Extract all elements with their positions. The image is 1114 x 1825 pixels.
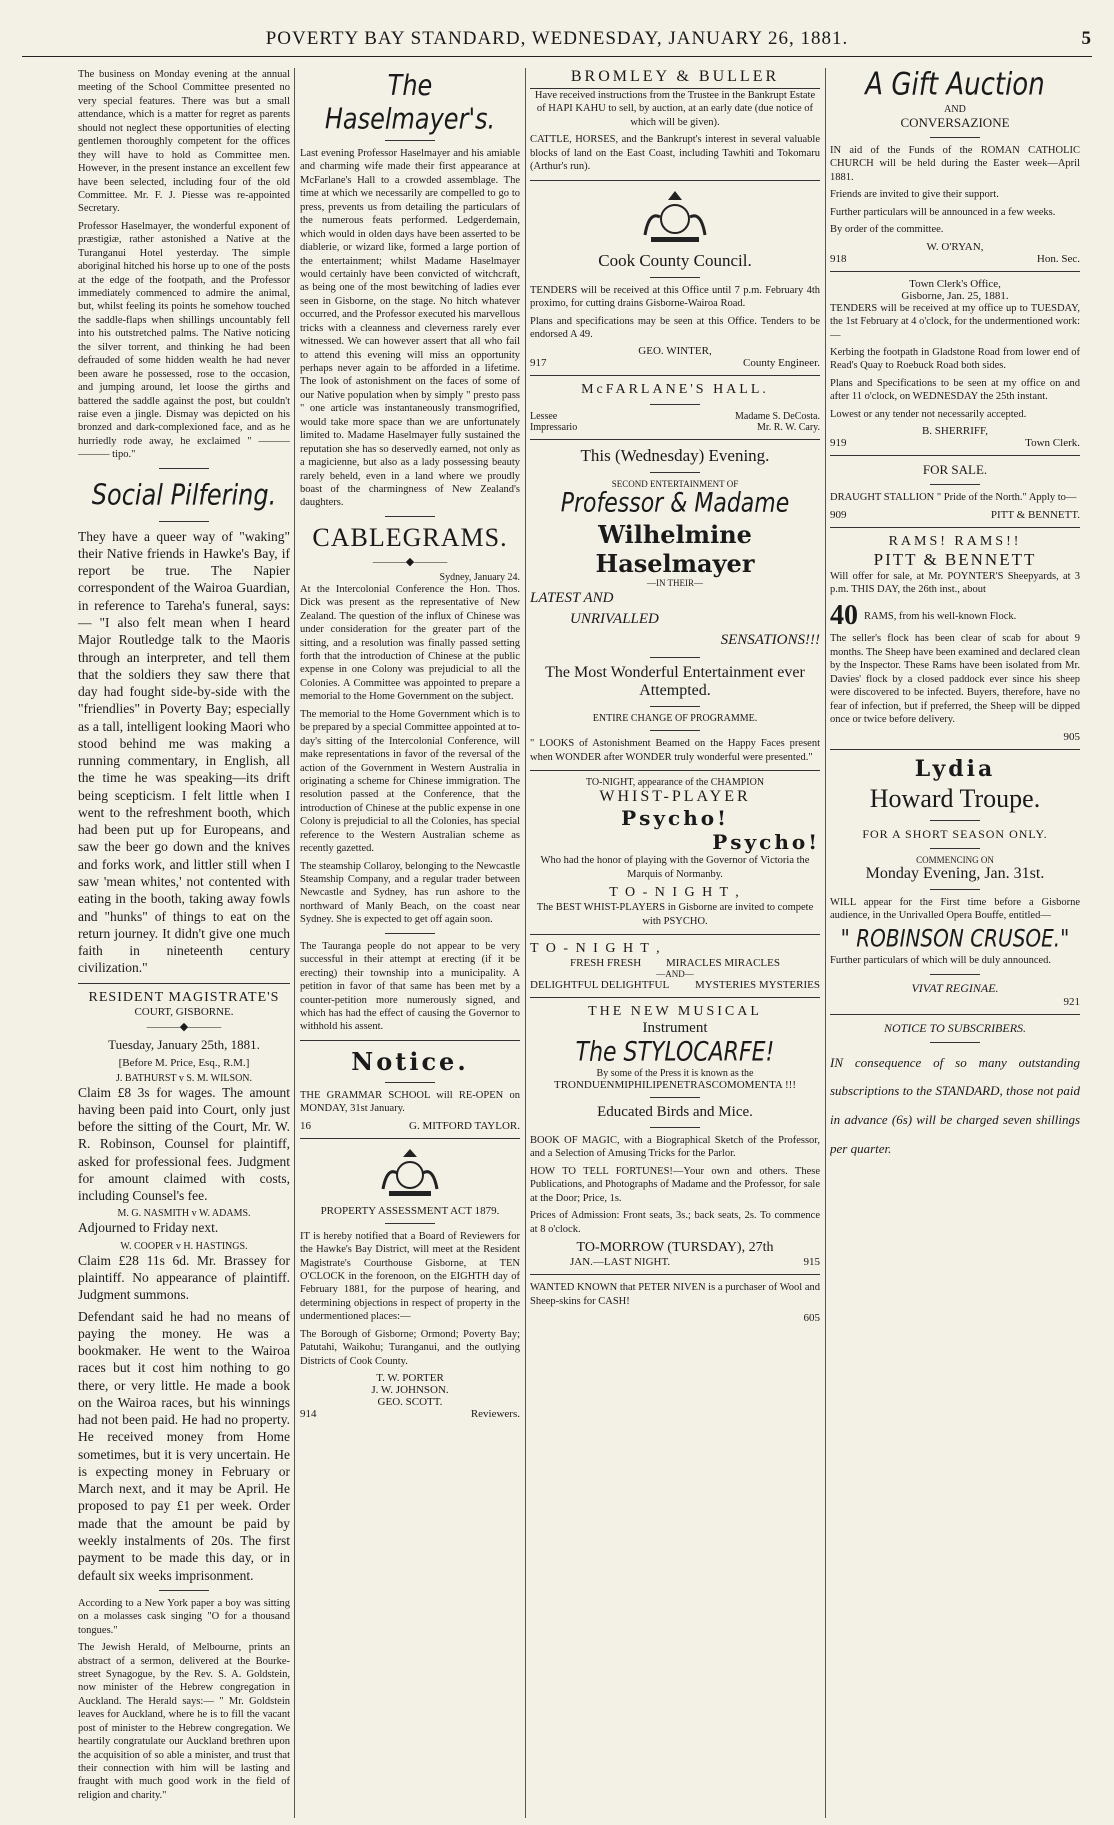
best-whist-players: The BEST WHIST-PLAYERS in Gisborne are invited to compete with PSYCHO.: [536, 902, 814, 927]
divider: [830, 749, 1080, 750]
divider: [159, 521, 209, 522]
howard-troupe: Howard Troupe.: [869, 783, 1041, 813]
gift-text: IN aid of the Funds of the ROMAN CATHOLIC CHURCH will be held during the Easter week—April 1881.: [830, 145, 1080, 183]
heading-social-pilfering: Social Pilfering.: [91, 477, 277, 512]
divider: [385, 933, 435, 934]
lessee-row: [530, 411, 820, 422]
forty-number: 40: [830, 600, 858, 632]
divider: [530, 934, 820, 935]
divider: [530, 1274, 820, 1275]
divider: [930, 820, 980, 821]
ornament-icon: ———◆———: [146, 1020, 222, 1033]
professor-madame: Professor & Madame: [560, 488, 790, 519]
commencing-on: COMMENCING ON: [916, 854, 994, 865]
divider: [385, 1223, 435, 1224]
draught-row: [830, 509, 1080, 521]
divider: [650, 277, 700, 278]
gift-signature: W. O'RYAN,: [926, 240, 984, 253]
dateline: Sydney, January 24.: [439, 571, 520, 583]
tonight-line: T O - N I G H T ,: [609, 885, 741, 901]
article-social-pilfering: They have a queer way of "waking" their Native friends in Hawke's Bay, if report be true. The Napier correspondent of the Wairoa Guardian, in reference to Tareha's funeral, says:— "I also felt mean when I heard Major Routledge talk to the Maoris through an interpreter, and tell them that the soldiers they saw there that day had fought side-by-side with the "friendlies" in Poverty Bay; especially as a tall, intelligent looking Maori who stood behind me was making a running commentary, in English, all the time he was speaking—its drift being scepticism. I felt little when I went to the refreshment booth, which had been put up for Europeans, and saw the beer go down and the knives and forks work, and littler still when I saw 'mean whites,' not contented with eating in the booth, taking away fowls and "hunks" of things to eat on the return journey. It didn't give one much faith in nineteenth century civilization.": [78, 528, 290, 976]
tonight-line: T O - N I G H T ,: [530, 941, 662, 956]
divider: [385, 516, 435, 517]
divider: [930, 1042, 980, 1043]
council-number: 917: [530, 357, 547, 370]
column-rule: [294, 68, 295, 1818]
wilhelmine-haselmayer: Wilhelmine Haselmayer: [595, 520, 755, 579]
will-appear: WILL appear for the First time before a Gisborne audience, in the Unrivalled Opera Bouffe, entitled—: [830, 896, 1080, 921]
town-signature: B. SHERRIFF,: [921, 425, 989, 438]
miracles-label: MIRACLES MIRACLES: [666, 957, 780, 969]
for-sale: FOR SALE.: [922, 462, 988, 478]
divider: [300, 1138, 520, 1139]
council-signature: GEO. WINTER,: [638, 345, 712, 358]
divider: [159, 468, 209, 469]
last-night-row: [530, 1256, 820, 1268]
new-musical: THE NEW MUSICAL: [588, 1004, 762, 1019]
divider: [78, 983, 290, 984]
lydia-heading: Lydia: [914, 755, 996, 782]
article-haselmayer-native: Professor Haselmayer, the wonderful exponent of præstigiæ, rather astonished a Native at the Turanganui Hotel yesterday. The simple aboriginal hitched his horse up to one of the posts at the edge of the footpath, and the Professor immediately commenced to admire the animal, but, whilst feeling its points he somehow touched the saddle-flaps when shillings uncountably fell into his outstretched palms. The Native noticing the silver torrent, and thinking he had been defrauded of some hidden wealth he had never been aware he possessed, rose to the occasion, and jumping around, let loose the girths and battered the saddle against the post, but couldn't raise even a jingle. Dismay was depicted on his bronzed and dark-complexioned face, and as he hurriedly rode away, he exclaimed " ——— ——— tipo.": [78, 220, 290, 461]
court-date: Tuesday, January 25th, 1881.: [108, 1036, 260, 1052]
champion-line: TO-NIGHT, appearance of the CHAMPION: [585, 777, 765, 789]
divider: [385, 1082, 435, 1083]
town-kerbing: Kerbing the footpath in Gladstone Road from lower end of Read's Quay to Roebuck Road both sides.: [830, 346, 1080, 372]
divider: [650, 472, 700, 473]
fresh-label: FRESH FRESH: [570, 957, 642, 969]
impresario-value: Mr. R. W. Cary.: [757, 422, 820, 434]
town-lowest: Lowest or any tender not necessarily accepted.: [830, 408, 1027, 420]
psycho-heading: Psycho!: [621, 806, 729, 831]
robinson-crusoe: " ROBINSON CRUSOE.": [840, 923, 1070, 953]
column-1: [78, 68, 290, 1818]
reviewer-name: T. W. PORTER: [376, 1372, 444, 1385]
psycho-heading: Psycho!: [712, 830, 820, 855]
most-wonderful: The Most Wonderful Entertainment ever Attempted.: [545, 664, 805, 700]
heading-mcfarlanes-hall: McFARLANE'S HALL.: [581, 382, 769, 398]
consequence-text: IN consequence of so many outstanding subscriptions to the STANDARD, those not paid in advance (6s) will be charged seven shillings per quarter.: [830, 1054, 1080, 1156]
divider: [650, 1127, 700, 1128]
looks-of-astonishment: " LOOKS of Astonishment Beamed on the Happy Faces present when WONDER after WONDER truly wonderful were presented.": [530, 738, 820, 763]
notice-subscribers: NOTICE TO SUBSCRIBERS.: [883, 1020, 1027, 1035]
column-rule: [525, 68, 526, 1818]
reviewer-name: GEO. SCOTT.: [377, 1396, 443, 1409]
act-title: PROPERTY ASSESSMENT ACT 1879.: [320, 1204, 500, 1217]
case-text: Adjourned to Friday next.: [78, 1220, 219, 1236]
monday-evening: Monday Evening, Jan. 31st.: [865, 864, 1045, 882]
seller-flock: The seller's flock has been clear of scab for about 9 months. The Sheep have been examined and declared clean by the Inspector. These Rams have been isolated from Mr. Davies' flock by a closed paddock ever since his sheep were discovered to be infected. Buyers, therefore, have no fear of infection, but if preferred, the Sheep will be dipped once or twice before delivery.: [830, 633, 1080, 726]
admission-prices: Prices of Admission: Front seats, 3s.; back seats, 2s. To commence at 8 o'clock.: [530, 1210, 820, 1235]
draught-role: PITT & BENNETT.: [990, 508, 1080, 521]
divider: [830, 527, 1080, 528]
latest-line: UNRIVALLED: [570, 611, 659, 628]
case-title: W. COOPER v H. HASTINGS.: [120, 1240, 248, 1252]
act-signature-row: [300, 1408, 520, 1420]
gift-signature-row: [830, 253, 1080, 265]
royal-arms-icon: [635, 187, 715, 247]
divider: [530, 375, 820, 376]
tomorrow-line: TO-MORROW (TURSDAY), 27th: [576, 1240, 774, 1256]
divider: [650, 706, 700, 707]
heading-cook-county: Cook County Council.: [598, 250, 752, 270]
notice-number: 16: [300, 1119, 311, 1132]
heading-bromley-buller: BROMLEY & BULLER: [530, 68, 820, 89]
divider: [930, 848, 980, 849]
lessee-label: Lessee: [530, 411, 558, 423]
mysteries-label: MYSTERIES MYSTERIES: [695, 979, 820, 991]
bromley-cattle: CATTLE, HORSES, and the Bankrupt's interest in several valuable blocks of land on the East Coast, including Tawhiti and Tokomaru (Arthur's run).: [530, 134, 820, 173]
divider: [930, 974, 980, 975]
whist-player: WHIST-PLAYER: [599, 788, 751, 806]
divider: [530, 997, 820, 998]
delightful-label: DELIGHTFUL DELIGHTFUL: [530, 979, 670, 991]
act-role: Reviewers.: [470, 1408, 520, 1421]
court-before: [Before M. Price, Esq., R.M.]: [118, 1056, 250, 1069]
divider: [650, 404, 700, 405]
column-rule: [825, 68, 826, 1818]
divider: [830, 455, 1080, 456]
council-role: County Engineer.: [743, 357, 820, 370]
town-clerk-office: Town Clerk's Office,: [909, 277, 1001, 290]
cable-memorial: The memorial to the Home Government which is to be prepared by a special Committee appointed at to-day's sitting of the Intercolonial Conference, will make representations in favor of the reversal of the action of the Government in Western Australia in originating a scheme for Chinese immigration. The resolution passed at the Conference, that the introduction of Chinese at the public expense in one Colony is prejudicial to all the Colonies, has special reference to the Western Australian scheme as recently gazetted.: [300, 708, 520, 855]
subheading-court: COURT, GISBORNE.: [134, 1005, 234, 1018]
long-name: TRONDUENMIPHILIPENETRASCOMOMENTA !!!: [553, 1079, 797, 1091]
case-text: Claim £28 11s 6d. Mr. Brassey for plaintiff. No appearance of plaintiff. Judgment summons.: [78, 1252, 290, 1303]
column-4: [830, 68, 1080, 1818]
educated-birds: Educated Birds and Mice.: [597, 1104, 753, 1120]
town-plans: Plans and Specifications to be seen at my office on and after 11 o'clock, on WEDNESDAY the 25th instant.: [830, 377, 1080, 403]
further-particulars: Further particulars of which will be duly announced.: [830, 955, 1052, 967]
divider: [930, 889, 980, 890]
heading-cablegrams: CABLEGRAMS.: [312, 522, 508, 552]
seller-number: 905: [1063, 730, 1080, 743]
town-tenders: TENDERS will be received at my office up to TUESDAY, the 1st February at 4 o'clock, for the undermentioned work:—: [830, 302, 1080, 341]
and-label: AND: [944, 104, 966, 115]
divider: [930, 137, 980, 138]
forty-rams-row: [830, 600, 1080, 632]
impresario-label: Impressario: [530, 422, 578, 434]
fresh-miracles-row: [530, 957, 820, 969]
rams-heading: RAMS! RAMS!!: [888, 533, 1022, 549]
divider: [650, 1097, 700, 1098]
last-night-number: 915: [803, 1256, 820, 1269]
act-text: IT is hereby notified that a Board of Reviewers for the Hawke's Bay District, will meet at the Resident Magistrate's Courthouse Gisborne, at TEN O'CLOCK in the forenoon, on the EIGHTH day of February 1881, for the purpose of hearing, and determining objections in respect of property in the undermentioned places:—: [300, 1230, 520, 1323]
heading-haselmayers: The Haselmayer's.: [324, 68, 496, 136]
short-season: FOR A SHORT SEASON ONLY.: [862, 826, 1048, 841]
royal-arms-icon: [375, 1145, 445, 1201]
column-2: [300, 68, 520, 1818]
draught-number: 909: [830, 508, 847, 521]
vivat-number: 921: [1063, 995, 1080, 1008]
wanted-number: 605: [803, 1311, 820, 1324]
divider: [530, 180, 820, 181]
article-jewish-herald: The Jewish Herald, of Melbourne, prints an abstract of a sermon, delivered at the Bourke-street Synagogue, by the Rev. S. A. Goldstein, now minister of the Hebrew congregation in Auckland. The Herald says:— " Mr. Goldstein leaves for Auckland, where he is to fill the vacant post of minister to the Hebrew congregation. We heartily congratulate our Auckland brethren upon the acquisition of so able a minister, and trust that their connection with him will be lasting and fraught with much good work in the field of religion and charity.": [78, 1642, 290, 1801]
divider: [300, 1040, 520, 1041]
divider: [530, 439, 820, 440]
act-number: 914: [300, 1408, 317, 1421]
bromley-text: Have received instructions from the Trustee in the Bankrupt Estate of HAPI KAHU to sell, by auction, at an early date (due notice of which will be given).: [534, 90, 816, 128]
masthead: [22, 28, 1092, 57]
article-tauranga: The Tauranga people do not appear to be very successful in their attempt at erecting (if it be erecting) their township into a municipality. A petition in favor of that same has been met by a counter-petition more numerously signed, and which has had the effect of causing the Governor to withhold his assent.: [300, 940, 520, 1033]
case-defendant: Defendant said he had no means of paying the money. He was a bookmaker. He went to the Wairoa races but it cost him nothing to go there, or very little. He made a book on the Wairoa races, but his winnings had not been paid. He had no property. He received money from Home sometimes, but it is very uncertain. He is expecting money in February or March next, and it may be April. He proposed to pay £1 per week. Order made that the amount be paid by weekly instalments of 20s. The first payment to be made this day, or in default six weeks imprisonment.: [78, 1308, 290, 1583]
council-signature-row: [530, 357, 820, 369]
town-clerk-date: Gisborne, Jan. 25, 1881.: [901, 289, 1009, 302]
wanted-known: WANTED KNOWN that PETER NIVEN is a purchaser of Wool and Sheep-skins for CASH!: [530, 1282, 820, 1307]
latest-line: SENSATIONS!!!: [720, 632, 820, 649]
in-their: —IN THEIR—: [646, 578, 704, 589]
article-school-committee: The business on Monday evening at the annual meeting of the School Committee presented no very special features. There was but a small attendance, which is a matter for regret as parents should not neglect these opportunities of electing gentlemen thoroughly competent for the offices they will have to hold as Committee men. However, in the present instance an excellent few have been selected, including four of the old Committee. Mr. F. J. Piesse was re-appointed Secretary.: [78, 69, 290, 215]
cable-conference: At the Intercolonial Conference the Hon. Thos. Dick was present as the representative of New Zealand. The question of the influx of Chinese was under consideration for the greater part of the sitting, and a resolution was finally passed setting forth that the introduction of Chinese at the public expense in one Colony was prejudicial to all the Colonies. A Committee was appointed to prepare a memorial to the Home Government on the subject.: [300, 583, 520, 703]
divider: [159, 1590, 209, 1591]
gift-role: Hon. Sec.: [1036, 252, 1080, 265]
town-signature-row: [830, 437, 1080, 449]
town-number: 919: [830, 437, 847, 450]
stylocarfe: The STYLOCARFE!: [575, 1037, 775, 1068]
gift-friends: Friends are invited to give their support.: [830, 189, 999, 201]
notice-signature-row: [300, 1120, 520, 1132]
latest-sensations: [530, 588, 820, 651]
known-as: By some of the Press it is known as the: [596, 1068, 754, 1079]
vivat-reginae: VIVAT REGINAE.: [911, 980, 999, 995]
case-title: M. G. NASMITH v W. ADAMS.: [117, 1208, 251, 1220]
gift-number: 918: [830, 252, 847, 265]
impresario-row: [530, 422, 820, 433]
ornament-icon: ———◆———: [372, 555, 448, 568]
evening-heading: This (Wednesday) Evening.: [580, 446, 770, 466]
last-night: JAN.—LAST NIGHT.: [570, 1256, 671, 1269]
divider: [830, 1014, 1080, 1015]
notice-grammar-school: THE GRAMMAR SCHOOL will RE-OPEN on MONDAY, 31st January.: [300, 1089, 520, 1115]
delightful-mysteries-row: [530, 979, 820, 991]
second-entertainment: SECOND ENTERTAINMENT OF: [611, 479, 739, 490]
divider: [930, 484, 980, 485]
and-line: —AND—: [656, 969, 694, 979]
notice-signature: G. MITFORD TAYLOR.: [409, 1119, 520, 1132]
lessee-value: Madame S. DeCosta.: [735, 411, 820, 423]
case-text: Claim £8 3s for wages. The amount having been paid into Court, only just before the sitting of the Court, Mr. W. R. Robinson, Counsel for plaintiff, asked for professional fees. Judgment for amount claimed with costs, including Counsel's fee.: [78, 1084, 290, 1204]
pitt-bennett: PITT & BENNETT: [873, 549, 1037, 569]
divider: [830, 271, 1080, 272]
article-haselmayers: Last evening Professor Haselmayer and his amiable and charming wife made their first appearance at McFarlane's Hall to a crowded assemblage. The time at which we necessarily are compelled to go to press, prevents us from detailing the particulars of the numerous feats performed. Ledgerdemain, which would in olden days have been asserted to be diablerie, or wizard like, formed a large portion of the entertainment; whilst Madame Haselmayer would certainly have been convicted of witchcraft, as being one of the most bewitching of ladies ever seen in Gisborne, on the stage. No hitch whatever occurred, and the Professor executed his marvellous tricks with a cleanness and cleverness rarely ever witnessed. We can however assert that all who fail to attend this evening will miss an opportunity perhaps never again to be afforded in a lifetime. The look of astonishment on the faces of some of our Native population when by simply " presto pass " one article was instantaneously transmogrified, would take more space than we are unfortunately limited to. Madame Haselmayer fully sustained the reputation she has so deservedly earned, not only as a magicienne, but also as a lady possessing beauty rarely beheld, even in a land where we proudly boast of the charmingness of New Zealand's daughters.: [300, 148, 520, 509]
cable-collaroy: The steamship Collaroy, belonging to the Newcastle Steamship Company, and a regular trader between Newcastle and Sydney, has run ashore to the northward of Manly Beach, on the coast near Sydney. She is expected to get off again soon.: [300, 860, 520, 926]
case-title: J. BATHURST v S. M. WILSON.: [115, 1072, 253, 1084]
change-programme: ENTIRE CHANGE OF PROGRAMME.: [592, 713, 758, 725]
heading-notice: Notice.: [351, 1046, 469, 1076]
page-number: 5: [1081, 28, 1092, 49]
gift-further: Further particulars will be announced in a few weeks.: [830, 206, 1056, 218]
divider: [530, 770, 820, 771]
article-new-york: According to a New York paper a boy was sitting on a molasses cask singing "O for a thousand tongues.": [78, 1597, 290, 1636]
heading-resident-magistrate: RESIDENT MAGISTRATE'S: [88, 989, 280, 1005]
council-tenders: TENDERS will be received at this Office until 7 p.m. February 4th proximo, for cutting drains Gisborne-Wairoa Road.: [530, 284, 820, 310]
book-of-magic: BOOK OF MAGIC, with a Biographical Sketch of the Professor, and a Selection of Amusing Tricks for the Parlor.: [530, 1135, 820, 1160]
conversazione: CONVERSAZIONE: [900, 115, 1010, 130]
column-3: [530, 68, 820, 1818]
gift-order: By order of the committee.: [830, 224, 944, 236]
tell-fortunes: HOW TO TELL FORTUNES!—Your own and others. These Publications, and Photographs of Madame and the Professor, for sale at the Door; Price, 1s.: [530, 1165, 820, 1204]
town-role: Town Clerk.: [1025, 437, 1080, 450]
draught-stallion: DRAUGHT STALLION " Pride of the North." Apply to—: [830, 492, 1077, 504]
will-offer: Will offer for sale, at Mr. POYNTER'S Sheepyards, at 3 p.m. THIS DAY, the 26th inst., about: [830, 570, 1080, 595]
council-plans: Plans and specifications may be seen at this Office. Tenders to be endorsed A 49.: [530, 315, 820, 340]
act-places: The Borough of Gisborne; Ormond; Poverty Bay; Patutahi, Waikohu; Turanganui, and the outlying Districts of Cook County.: [300, 1328, 520, 1367]
divider: [650, 657, 700, 658]
divider: [650, 730, 700, 731]
masthead-title: POVERTY BAY STANDARD, WEDNESDAY, JANUARY 26, 1881.: [265, 28, 849, 49]
instrument-label: Instrument: [642, 1020, 708, 1036]
divider: [385, 140, 435, 141]
latest-line: LATEST AND: [530, 590, 614, 607]
honor-line: Who had the honor of playing with the Governor of Victoria the Marquis of Normanby.: [540, 855, 810, 880]
gift-auction-title: A Gift Auction: [865, 68, 1045, 103]
reviewer-name: J. W. JOHNSON.: [371, 1384, 449, 1397]
forty-text: RAMS, from his well-known Flock.: [864, 610, 1017, 622]
